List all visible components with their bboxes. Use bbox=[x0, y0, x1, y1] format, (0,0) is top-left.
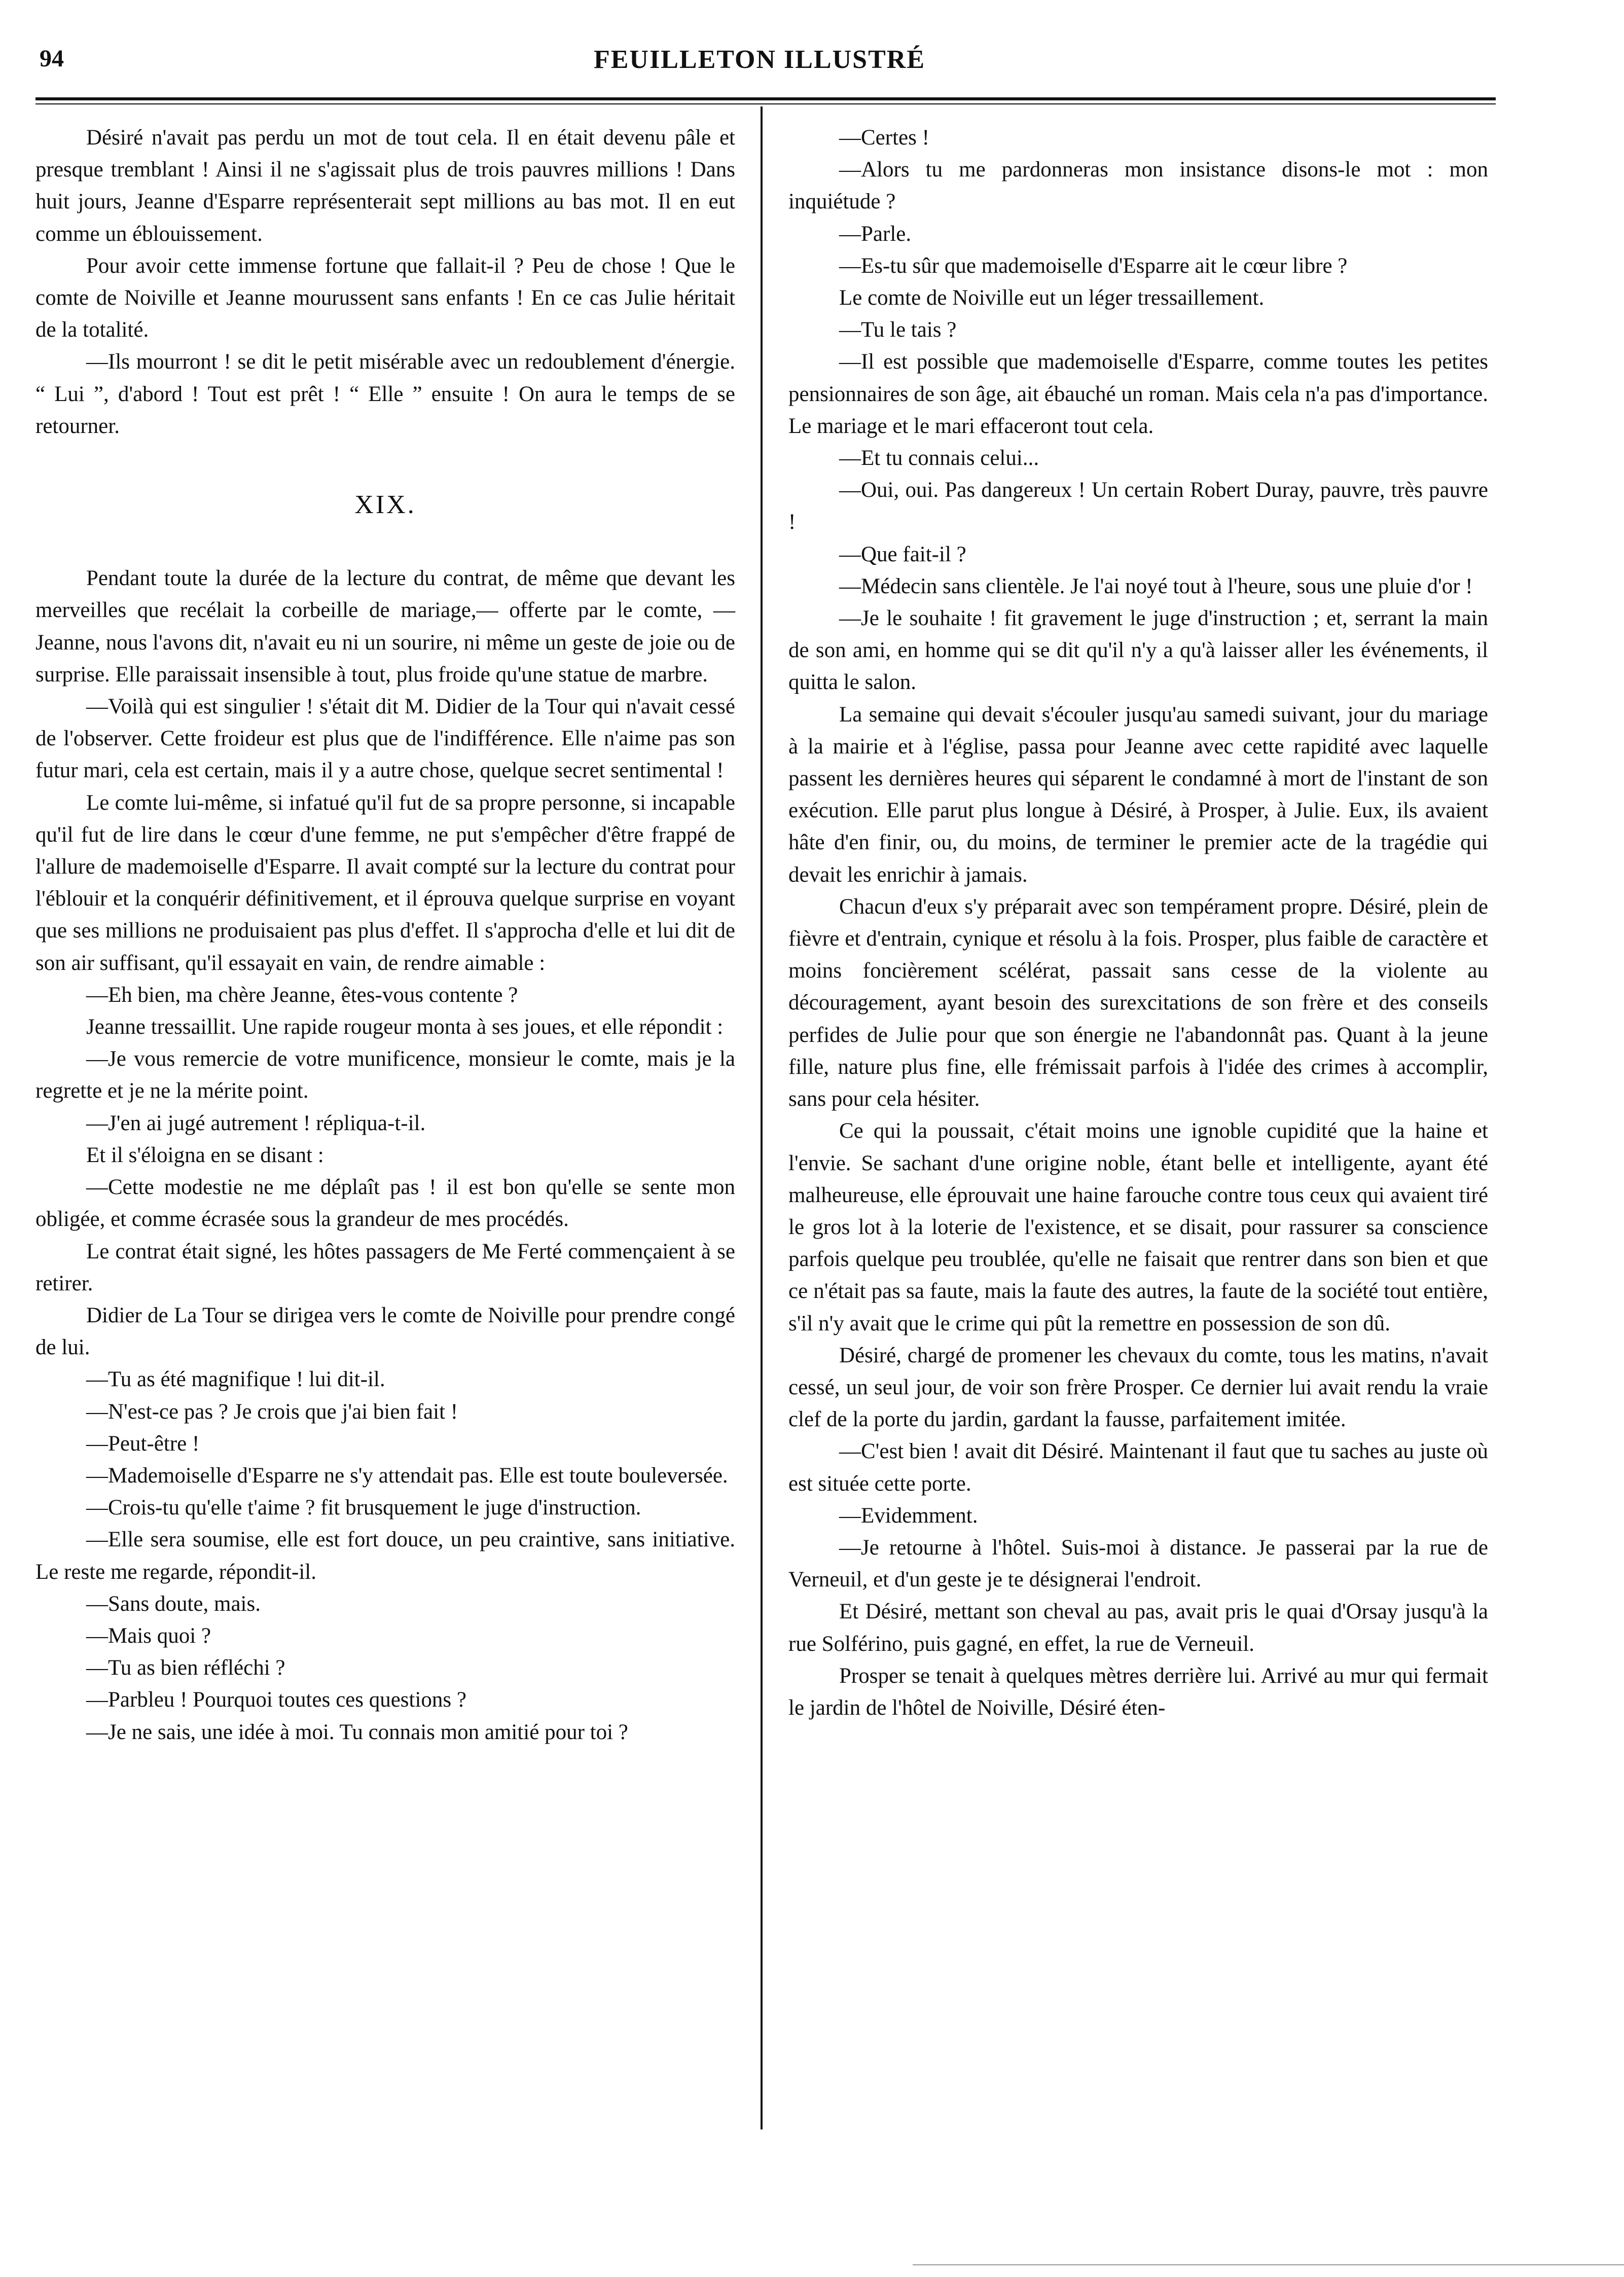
paragraph: —Et tu connais celui... bbox=[839, 446, 1039, 471]
paragraph: Didier de La Tour se dirigea vers le comte de Noiville pour prendre congé de lui. bbox=[35, 1303, 735, 1360]
paragraph: —Eh bien, ma chère Jeanne, êtes-vous contente ? bbox=[86, 983, 518, 1007]
header-rule bbox=[35, 97, 1496, 100]
page-number: 94 bbox=[40, 45, 64, 72]
paragraph: Et il s'éloigna en se disant : bbox=[86, 1143, 324, 1167]
paragraph: —Sans doute, mais. bbox=[86, 1592, 261, 1616]
paragraph: Le contrat était signé, les hôtes passagers de Me Ferté commençaient à se retirer. bbox=[35, 1239, 735, 1295]
running-title: FEUILLETON ILLUSTRÉ bbox=[593, 45, 926, 74]
paragraph: —Tu as bien réfléchi ? bbox=[86, 1656, 285, 1680]
paragraph: —Mais quoi ? bbox=[86, 1623, 211, 1648]
paragraph: —Je le souhaite ! fit gravement le juge d'instruction ; et, serrant la main de son ami, en homme qui se dit qu'il n'y a qu'à laisser aller les événements, il quitta le salon. bbox=[788, 606, 1488, 695]
paragraph: —Je vous remercie de votre munificence, monsieur le comte, mais je la regrette et je ne la mérite point. bbox=[35, 1047, 735, 1103]
column-divider bbox=[761, 106, 763, 2129]
page-bottom-rule bbox=[913, 2264, 1624, 2265]
paragraph: —N'est-ce pas ? Je crois que j'ai bien fait ! bbox=[86, 1399, 458, 1424]
paragraph: —Tu as été magnifique ! lui dit-il. bbox=[86, 1367, 385, 1392]
paragraph: Désiré n'avait pas perdu un mot de tout cela. Il en était devenu pâle et presque tremblant ! Ainsi il ne s'agissait plus de trois pauvres millions ! Dans huit jours, Jeanne d'Esparre représenterait sept millions au bas mot. Il en eut comme un éblouissement. bbox=[35, 126, 735, 246]
paragraph: —Tu le tais ? bbox=[839, 318, 957, 342]
paragraph: —Cette modestie ne me déplaît pas ! il est bon qu'elle se sente mon obligée, et comme écrasée sous la grandeur de mes procédés. bbox=[35, 1175, 735, 1232]
paragraph: —Médecin sans clientèle. Je l'ai noyé tout à l'heure, sous une pluie d'or ! bbox=[839, 574, 1473, 598]
paragraph: —Parbleu ! Pourquoi toutes ces questions ? bbox=[86, 1688, 467, 1712]
paragraph: —Certes ! bbox=[839, 126, 929, 150]
paragraph: —Evidemment. bbox=[839, 1503, 978, 1528]
paragraph: —C'est bien ! avait dit Désiré. Maintenant il faut que tu saches au juste où est située cette porte. bbox=[788, 1439, 1488, 1496]
paragraph: —J'en ai jugé autrement ! répliqua-t-il. bbox=[86, 1111, 426, 1135]
paragraph: Et Désiré, mettant son cheval au pas, avait pris le quai d'Orsay jusqu'à la rue Solférino, puis gagné, en effet, la rue de Verneuil. bbox=[788, 1600, 1488, 1656]
right-column bbox=[788, 122, 1488, 1724]
paragraph: Ce qui la poussait, c'était moins une ignoble cupidité que la haine et l'envie. Se sachant d'une origine noble, étant belle et intelligente, ayant été malheureuse, elle éprouvait une haine farouche contre tous ceux qui avaient tiré le gros lot à la loterie de l'existence, et se disait, pour rassurer sa conscience parfois quelque peu troublée, qu'elle ne faisait que rentrer dans son bien et que ce n'était pas sa faute, mais la faute des autres, la faute de la société tout entière, s'il n'y avait que le crime qui pût la remettre en possession de son dû. bbox=[788, 1119, 1488, 1335]
paragraph: —Mademoiselle d'Esparre ne s'y attendait pas. Elle est toute bouleversée. bbox=[86, 1463, 728, 1488]
page-header bbox=[29, 45, 1490, 85]
paragraph: —Que fait-il ? bbox=[839, 542, 966, 566]
paragraph: Désiré, chargé de promener les chevaux du comte, tous les matins, n'avait cessé, un seul jour, de voir son frère Prosper. Ce dernier lui avait rendu la vraie clef de la porte du jardin, gardant la fausse, parfaitement imitée. bbox=[788, 1343, 1488, 1432]
paragraph: —Elle sera soumise, elle est fort douce, un peu craintive, sans initiative. Le reste me regarde, répondit-il. bbox=[35, 1528, 735, 1584]
section-heading: XIX. bbox=[354, 490, 416, 520]
paragraph: —Crois-tu qu'elle t'aime ? fit brusquement le juge d'instruction. bbox=[86, 1496, 641, 1520]
left-column bbox=[35, 122, 735, 1748]
paragraph: Le comte lui-même, si infatué qu'il fut de sa propre personne, si incapable qu'il fut de lire dans le cœur d'une femme, ne put s'empêcher d'être frappé de l'allure de mademoiselle d'Esparre. Il avait compté sur la lecture du contrat pour l'éblouir et la conquérir définitivement, et il éprouva quelque surprise en voyant que ses millions ne produisaient pas plus d'effet. Il s'approcha d'elle et lui dit de son air suffisant, qu'il essayait en vain, de rendre aimable : bbox=[35, 790, 735, 975]
paragraph: —Peut-être ! bbox=[86, 1431, 200, 1456]
paragraph: —Je retourne à l'hôtel. Suis-moi à distance. Je passerai par la rue de Verneuil, et d'un geste je te désignerai l'endroit. bbox=[788, 1535, 1488, 1592]
paragraph: La semaine qui devait s'écouler jusqu'au samedi suivant, jour du mariage à la mairie et à l'église, passa pour Jeanne avec cette rapidité avec laquelle passent les dernières heures qui séparent le condamné à mort de l'instant de son exécution. Elle parut plus longue à Désiré, à Prosper, à Julie. Eux, ils avaient hâte d'en finir, ou, du moins, de terminer le premier acte de la tragédie qui devait les enrichir à jamais. bbox=[788, 702, 1488, 887]
paragraph: Pendant toute la durée de la lecture du contrat, de même que devant les merveilles que recélait la corbeille de mariage,— offerte par le comte, — Jeanne, nous l'avons dit, n'avait eu ni un sourire, ni même un geste de joie ou de surprise. Elle paraissait insensible à tout, plus froide qu'une statue de marbre. bbox=[35, 566, 735, 686]
paragraph: —Es-tu sûr que mademoiselle d'Esparre ait le cœur libre ? bbox=[839, 254, 1348, 278]
paragraph: Jeanne tressaillit. Une rapide rougeur monta à ses joues, et elle répondit : bbox=[86, 1015, 724, 1039]
paragraph: Le comte de Noiville eut un léger tressaillement. bbox=[839, 286, 1265, 310]
header-rule-thin bbox=[35, 103, 1496, 104]
paragraph: —Alors tu me pardonneras mon insistance disons-le mot : mon inquiétude ? bbox=[788, 158, 1488, 214]
paragraph: Prosper se tenait à quelques mètres derrière lui. Arrivé au mur qui fermait le jardin de l'hôtel de Noiville, Désiré éten- bbox=[788, 1664, 1488, 1720]
paragraph: —Voilà qui est singulier ! s'était dit M. Didier de la Tour qui n'avait cessé de l'observer. Cette froideur est plus que de l'indifférence. Elle n'aime pas son futur mari, cela est certain, mais il y a autre chose, quelque secret sentimental ! bbox=[35, 695, 735, 783]
paragraph: —Je ne sais, une idée à moi. Tu connais mon amitié pour toi ? bbox=[86, 1720, 628, 1744]
paragraph: Pour avoir cette immense fortune que fallait-il ? Peu de chose ! Que le comte de Noiville et Jeanne mourussent sans enfants ! En ce cas Julie héritait de la totalité. bbox=[35, 254, 735, 342]
paragraph: —Ils mourront ! se dit le petit misérable avec un redoublement d'énergie. “ Lui ”, d'abord ! Tout est prêt ! “ Elle ” ensuite ! On aura le temps de se retourner. bbox=[35, 350, 735, 438]
paragraph: —Parle. bbox=[839, 222, 912, 246]
paragraph: —Oui, oui. Pas dangereux ! Un certain Robert Duray, pauvre, très pauvre ! bbox=[788, 478, 1488, 534]
paragraph: Chacun d'eux s'y préparait avec son tempérament propre. Désiré, plein de fièvre et d'entrain, cynique et résolu à la fois. Prosper, plus faible de caractère et moins foncièrement scélérat, passait sans cesse de la violente au découragement, ayant besoin des surexcitations de son frère et des conseils perfides de Julie pour que son énergie ne l'abandonnât pas. Quant à la jeune fille, nature plus fine, elle frémissait parfois à l'idée des crimes à accomplir, sans pour cela hésiter. bbox=[788, 894, 1488, 1111]
paragraph: —Il est possible que mademoiselle d'Esparre, comme toutes les petites pensionnaires de son âge, ait ébauché un roman. Mais cela n'a pas d'importance. Le mariage et le mari effaceront tout cela. bbox=[788, 350, 1488, 438]
